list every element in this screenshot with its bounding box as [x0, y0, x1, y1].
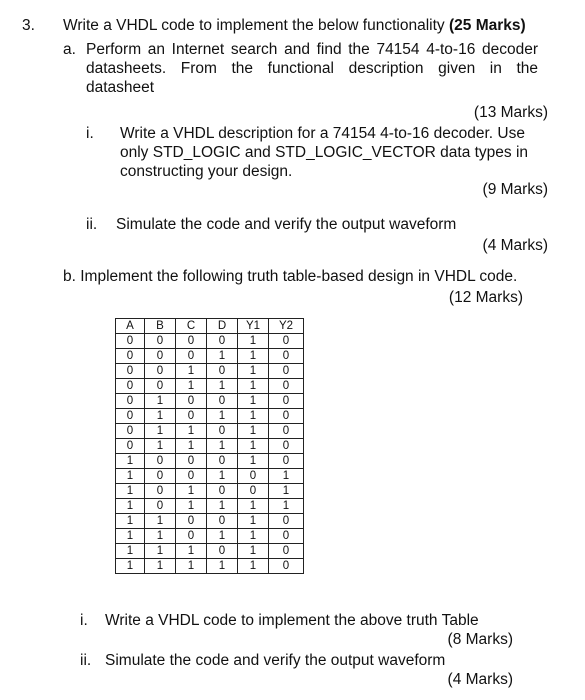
part-a-i-marks: (9 Marks) — [482, 181, 548, 198]
table-row — [116, 349, 304, 364]
table-cell: 1 — [207, 559, 238, 574]
table-cell: 0 — [176, 349, 207, 364]
table-cell: 1 — [116, 454, 145, 469]
header-b: B — [145, 319, 176, 334]
table-cell: 0 — [269, 559, 304, 574]
table-cell: 0 — [269, 394, 304, 409]
table-cell: 0 — [238, 469, 269, 484]
truth-table-header-row — [116, 319, 304, 334]
table-cell: 1 — [116, 544, 145, 559]
table-cell: 1 — [238, 499, 269, 514]
table-cell: 0 — [145, 334, 176, 349]
table-cell: 1 — [176, 544, 207, 559]
table-cell: 1 — [176, 424, 207, 439]
table-row — [116, 334, 304, 349]
table-cell: 0 — [207, 544, 238, 559]
table-cell: 0 — [116, 409, 145, 424]
part-b-i-text: Write a VHDL code to implement the above truth Table — [105, 612, 479, 629]
table-cell: 1 — [176, 559, 207, 574]
table-row — [116, 499, 304, 514]
table-cell: 0 — [116, 349, 145, 364]
header-a: A — [116, 319, 145, 334]
table-cell: 0 — [145, 364, 176, 379]
table-row — [116, 364, 304, 379]
part-a-text: Perform an Internet search and find the 74154 4-to-16 decoder datasheets. From the functional description given in the datasheet — [86, 41, 538, 96]
table-cell: 0 — [269, 379, 304, 394]
table-cell: 0 — [145, 349, 176, 364]
table-row — [116, 394, 304, 409]
table-cell: 1 — [176, 364, 207, 379]
part-b-i-marks: (8 Marks) — [447, 631, 513, 648]
question-title — [63, 16, 526, 35]
table-cell: 1 — [238, 514, 269, 529]
table-cell: 0 — [145, 484, 176, 499]
table-cell: 1 — [145, 514, 176, 529]
table-cell: 1 — [145, 529, 176, 544]
table-cell: 1 — [145, 409, 176, 424]
table-cell: 0 — [207, 454, 238, 469]
table-cell: 0 — [207, 484, 238, 499]
table-cell: 0 — [238, 484, 269, 499]
table-cell: 1 — [145, 559, 176, 574]
table-cell: 0 — [176, 514, 207, 529]
table-cell: 0 — [269, 364, 304, 379]
table-cell: 1 — [176, 499, 207, 514]
table-cell: 1 — [238, 349, 269, 364]
table-cell: 0 — [116, 334, 145, 349]
part-b-ii-label: ii. — [80, 652, 92, 669]
table-cell: 0 — [269, 439, 304, 454]
table-cell: 0 — [176, 529, 207, 544]
table-cell: 0 — [176, 409, 207, 424]
table-cell: 1 — [145, 394, 176, 409]
table-cell: 1 — [116, 559, 145, 574]
table-cell: 0 — [269, 529, 304, 544]
table-cell: 0 — [207, 514, 238, 529]
table-cell: 0 — [207, 334, 238, 349]
table-cell: 0 — [269, 424, 304, 439]
header-y1: Y1 — [238, 319, 269, 334]
question-number: 3. — [22, 17, 35, 34]
table-cell: 0 — [269, 334, 304, 349]
table-cell: 0 — [269, 454, 304, 469]
table-row — [116, 514, 304, 529]
header-d: D — [207, 319, 238, 334]
table-cell: 1 — [238, 409, 269, 424]
part-b-marks: (12 Marks) — [448, 289, 523, 306]
header-c: C — [176, 319, 207, 334]
table-cell: 1 — [238, 454, 269, 469]
table-cell: 0 — [176, 469, 207, 484]
question-title-text: Write a VHDL code to implement the below functionality — [63, 17, 445, 34]
table-row — [116, 544, 304, 559]
table-cell: 1 — [176, 379, 207, 394]
part-a-i-text: Write a VHDL description for a 74154 4-to-16 decoder. Use only STD_LOGIC and STD_LOGIC_VECTOR data types in constructing your design. — [120, 125, 529, 180]
table-cell: 1 — [238, 364, 269, 379]
part-b-ii-text: Simulate the code and verify the output waveform — [105, 652, 446, 669]
table-row — [116, 529, 304, 544]
table-row — [116, 454, 304, 469]
table-row — [116, 409, 304, 424]
table-cell: 0 — [145, 499, 176, 514]
part-a-ii-label: ii. — [86, 216, 98, 233]
table-cell: 0 — [116, 394, 145, 409]
part-b-ii-marks: (4 Marks) — [447, 671, 513, 688]
part-b-i-label: i. — [80, 612, 88, 629]
table-cell: 1 — [269, 484, 304, 499]
table-cell: 0 — [207, 394, 238, 409]
table-cell: 1 — [207, 439, 238, 454]
table-row — [116, 559, 304, 574]
table-cell: 0 — [116, 439, 145, 454]
table-cell: 0 — [269, 349, 304, 364]
table-row — [116, 439, 304, 454]
truth-table-body — [116, 334, 304, 574]
part-a-ii-text: Simulate the code and verify the output waveform — [116, 216, 457, 233]
table-cell: 0 — [269, 544, 304, 559]
table-cell: 0 — [145, 379, 176, 394]
table-cell: 0 — [269, 514, 304, 529]
table-cell: 0 — [176, 394, 207, 409]
table-cell: 1 — [207, 469, 238, 484]
table-cell: 1 — [238, 559, 269, 574]
table-cell: 1 — [269, 469, 304, 484]
header-y2: Y2 — [269, 319, 304, 334]
table-cell: 1 — [116, 484, 145, 499]
table-cell: 0 — [116, 424, 145, 439]
table-cell: 1 — [269, 499, 304, 514]
table-cell: 1 — [207, 379, 238, 394]
table-cell: 0 — [207, 364, 238, 379]
table-cell: 1 — [116, 499, 145, 514]
table-cell: 1 — [116, 529, 145, 544]
table-cell: 1 — [238, 424, 269, 439]
table-cell: 1 — [238, 394, 269, 409]
table-row — [116, 469, 304, 484]
part-b-text: b. Implement the following truth table-based design in VHDL code. — [63, 268, 518, 285]
table-cell: 1 — [238, 439, 269, 454]
table-cell: 1 — [145, 424, 176, 439]
table-cell: 0 — [207, 424, 238, 439]
part-a-marks: (13 Marks) — [473, 104, 548, 121]
table-cell: 1 — [207, 349, 238, 364]
table-cell: 1 — [116, 514, 145, 529]
table-cell: 1 — [207, 409, 238, 424]
table-cell: 0 — [269, 409, 304, 424]
table-cell: 0 — [176, 454, 207, 469]
table-cell: 1 — [145, 439, 176, 454]
table-cell: 1 — [238, 334, 269, 349]
table-cell: 0 — [116, 379, 145, 394]
table-cell: 1 — [145, 544, 176, 559]
table-cell: 1 — [238, 544, 269, 559]
table-cell: 1 — [207, 499, 238, 514]
table-row — [116, 379, 304, 394]
table-row — [116, 424, 304, 439]
table-cell: 1 — [176, 439, 207, 454]
table-cell: 1 — [116, 469, 145, 484]
table-cell: 1 — [238, 379, 269, 394]
table-cell: 0 — [176, 334, 207, 349]
part-a-ii-marks: (4 Marks) — [482, 237, 548, 254]
table-cell: 1 — [176, 484, 207, 499]
table-row — [116, 484, 304, 499]
truth-table — [115, 318, 304, 574]
table-cell: 1 — [238, 529, 269, 544]
question-marks: (25 Marks) — [448, 17, 526, 34]
table-cell: 1 — [207, 529, 238, 544]
table-cell: 0 — [116, 364, 145, 379]
table-cell: 0 — [145, 454, 176, 469]
table-cell: 0 — [145, 469, 176, 484]
part-a-label: a. — [63, 41, 76, 58]
part-a-i-label: i. — [86, 125, 94, 142]
